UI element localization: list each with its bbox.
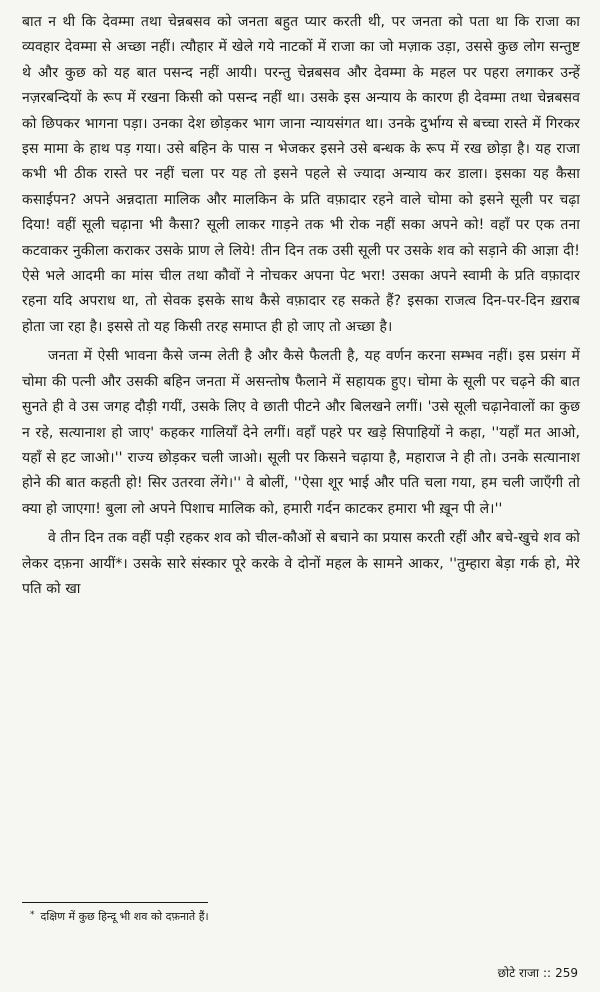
footnote-marker: * (30, 910, 35, 920)
body-paragraph-2: जनता में ऐसी भावना कैसे जन्म लेती है और कैसे फैलती है, यह वर्णन करना सम्भव नहीं। इस प्रसंग में चोमा की पत्नी और उसकी बहिन जनता में असन्तोष फैलाने में सहायक हुए। चोमा के सूली पर चढ़ने की बात सुनते ही वे उस जगह दौड़ी गयीं, उसके लिए वे छाती पीटने और बिलखने लगीं। 'उसे सूली चढ़ानेवालों का कुछ न रहे, सत्यानाश हो जाए' कहकर गालियाँ देने लगीं। वहाँ पहरे पर खड़े सिपाहियों ने कहा, ''यहाँ मत आओ, यहाँ से हट जाओ।'' राज्य छोड़कर चली जाओ। सूली पर किसने चढ़ाया है, महाराज ने ही तो। उनके सत्यानाश होने की बात कहती हो! सिर उतरवा लेंगे।'' वे बोलीं, ''ऐसा शूर भाई और पति चला गया, हम चली जाएँगी तो क्या हो जाएगा! बुला लो अपने पिशाच मालिक को, हमारी गर्दन काटकर हमारा भी ख़ून पी ले।'' (22, 348, 581, 517)
running-footer (498, 964, 578, 982)
page-number: 259 (555, 966, 578, 980)
footnote-divider (22, 902, 208, 903)
running-separator: :: (543, 966, 552, 980)
body-paragraph-3: वे तीन दिन तक वहीं पड़ी रहकर शव को चील-कौओं से बचाने का प्रयास करती रहीं और बचे-खुचे शव को लेकर दफ़ना आयीं*। उसके सारे संस्कार पूरे करके वे दोनों महल के सामने आकर, ''तुम्हारा बेड़ा गर्क हो, मेरे पति को खा (22, 530, 580, 597)
body-paragraph-1: बात न थी कि देवम्मा तथा चेन्नबसव को जनता बहुत प्यार करती थी, पर जनता को पता था कि राजा का व्यवहार देवम्मा से अच्छा नहीं। त्यौहार में खेले गये नाटकों में राजा का जो मज़ाक उड़ा, उससे कुछ लोग सन्तुष्ट थे और कुछ को यह बात पसन्द नहीं आयी। परन्तु चेन्नबसव और देवम्मा के महल पर पहरा लगाकर उन्हें नज़रबन्दियों के रूप में रखना किसी को पसन्द नहीं था। उसके इस अन्याय के कारण ही देवम्मा तथा चेन्नबसव को छिपकर भागना पड़ा। उनका देश छोड़कर भाग जाना न्यायसंगत था। उनके दुर्भाग्य से बच्चा रास्ते में गिरकर इस मामा के हाथ पड़ गया। उसे बहिन के पास न भेजकर इसने उसे बन्धक के रूप में रख छोड़ा है। यह राजा कभी भी ठीक रास्ते पर नहीं चला पर यह तो इसने पहले से ज्यादा अन्याय कर डाला। इसका यह कैसा कसाईपन? अपने अन्नदाता मालिक और मालकिन के प्रति वफ़ादार रहने वाले चोमा को इसने सूली पर चढ़ा दिया! वहीं सूली चढ़ाना भी कैसा? सूली लाकर गाड़ने तक भी रोक नहीं सका अपने को! वहाँ पर एक तना कटवाकर नुकीला कराकर उसके प्राण ले लिये! तीन दिन तक उसी सूली पर उसके शव को सड़ाने की आज्ञा दी! ऐसे भले आदमी का मांस चील तथा कौवों ने नोचकर अपना पेट भरा! उसका अपने स्वामी के प्रति वफ़ादार रहना यदि अपराध था, तो सेवक इसके साथ कैसे वफ़ादार रह सकते हैं? इसका राजत्व दिन-पर-दिन ख़राब होता जा रहा है। इससे तो यह किसी तरह समाप्त ही हो जाए तो अच्छा है। (22, 14, 580, 335)
footnote (30, 906, 570, 926)
running-title: छोटे राजा (497, 966, 539, 980)
page-body (22, 10, 580, 602)
footnote-text: दक्षिण में कुछ हिन्दू भी शव को दफ़नाते हैं। (40, 910, 209, 923)
